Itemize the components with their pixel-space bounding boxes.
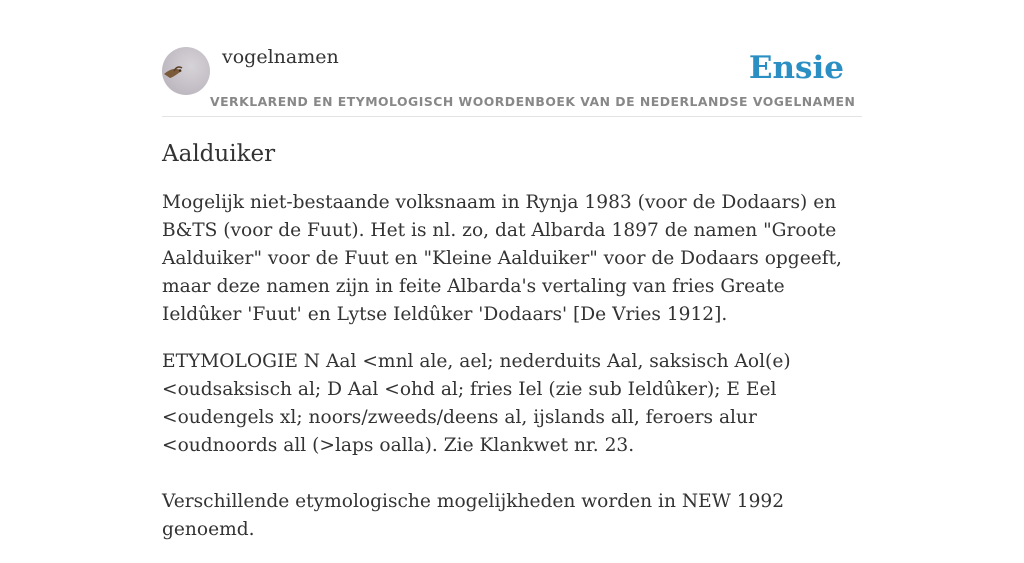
page-container: [162, 0, 862, 563]
ensie-logo[interactable]: Ensie: [748, 50, 844, 86]
site-header: [162, 0, 862, 117]
etymology-paragraph: ETYMOLOGIE N Aal <mnl ale, ael; nederduits Aal, saksisch Aol(e) <oudsaksisch al; D Aal <ohd al; fries Iel (zie sub Ieldûker); E Eel <oudengels xl; noors/zweeds/deens al, ijslands all, feroers alur <oudnoords all (>laps oalla). Zie Klankwet nr. 23.: [162, 351, 791, 456]
entry-body: [162, 189, 862, 544]
site-tagline: VERKLAREND EN ETYMOLOGISCH WOORDENBOEK VAN DE NEDERLANDSE VOGELNAMEN: [210, 94, 856, 109]
avatar[interactable]: [162, 47, 210, 95]
bird-icon: [162, 47, 210, 95]
entry-title: Aalduiker: [162, 141, 276, 167]
entry-paragraph: Verschillende etymologische mogelijkheden worden in NEW 1992 genoemd.: [162, 491, 785, 540]
site-title[interactable]: vogelnamen: [222, 46, 339, 68]
entry-paragraph: Mogelijk niet-bestaande volksnaam in Rynja 1983 (voor de Dodaars) en B&TS (voor de Fuut). Het is nl. zo, dat Albarda 1897 de namen "Groote Aalduiker" voor de Fuut en "Kleine Aalduiker" voor de Dodaars opgeeft, maar deze namen zijn in feite Albarda's vertaling van fries Greate Ieldûker 'Fuut' en Lytse Ieldûker 'Dodaars' [De Vries 1912].: [162, 192, 842, 325]
